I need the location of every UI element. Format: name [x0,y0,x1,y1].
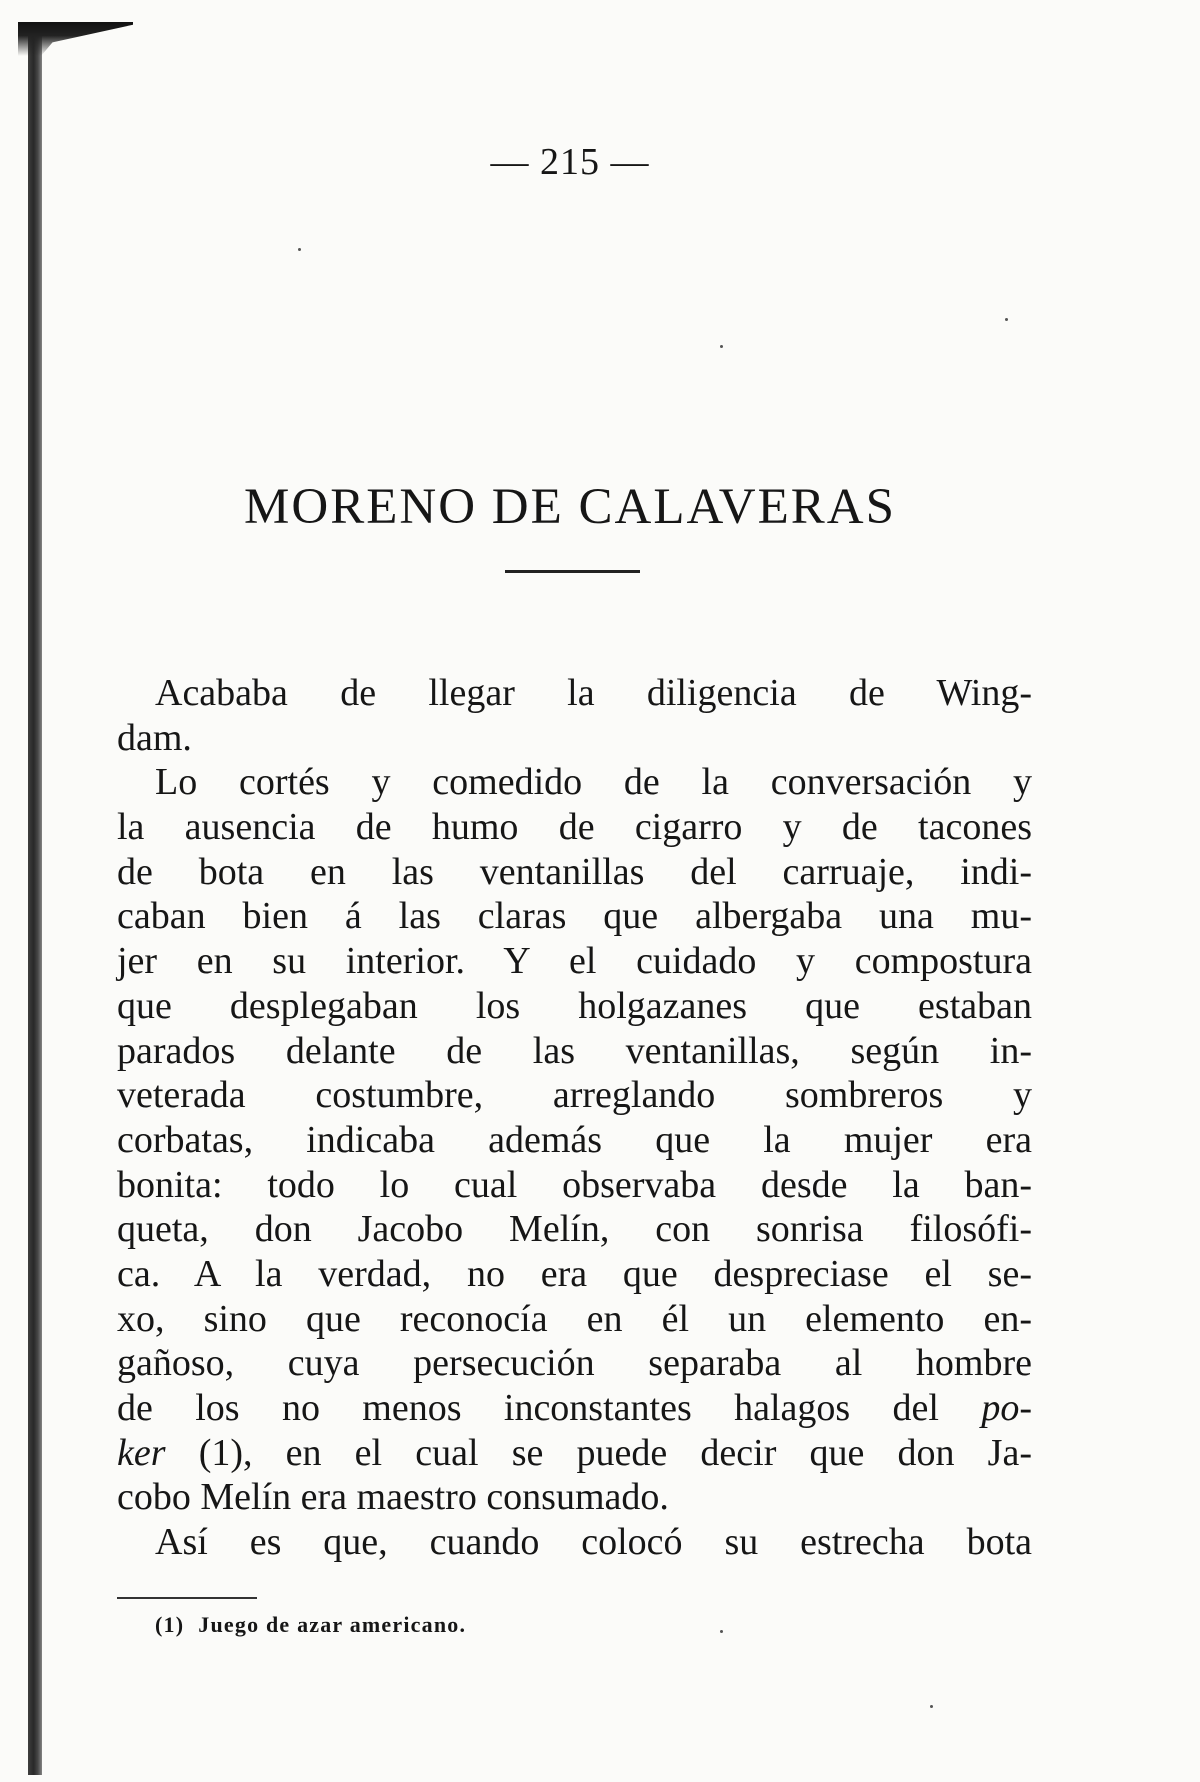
text-line-with-italic [117,1431,1032,1476]
text-line-with-italic [117,1386,1032,1431]
text-line: parados delante de las ventanillas, según in- [117,1029,1032,1072]
text-line: veterada costumbre, arreglando sombreros y [117,1074,1032,1117]
text-line: gañoso, cuya persecución separaba al hombre [117,1342,1032,1385]
book-spine-edge [28,30,42,1775]
text-line: dam. [117,716,192,759]
text-line: caban bien á las claras que albergaba una mu- [117,895,1032,938]
paper-speck [1005,318,1008,321]
body-text [117,671,1032,1565]
text-line: bonita: todo lo cual observaba desde la ban- [117,1163,1032,1206]
text-line: cobo Melín era maestro consumado. [117,1476,669,1519]
footnote-divider [117,1597,257,1599]
text-line: (1), en el cual se puede decir que don Ja- [165,1431,1032,1474]
text-line: que desplegaban los holgazanes que estaban [117,984,1032,1027]
chapter-title: MORENO DE CALAVERAS [244,479,896,535]
italic-word: ker [117,1431,166,1474]
text-line: corbatas, indicaba además que la mujer era [117,1118,1032,1161]
footnote [155,1612,466,1638]
text-line: de bota en las ventanillas del carruaje, indi- [117,850,1032,893]
text-line: la ausencia de humo de cigarro y de tacones [117,806,1032,849]
footnote-text: Juego de azar americano. [198,1612,467,1637]
text-line: Acababa de llegar la diligencia de Wing- [155,672,1032,714]
book-spine-top [18,22,133,56]
paper-speck [720,345,723,348]
text-line: ca. A la verdad, no era que despreciase el se- [117,1252,1032,1295]
footnote-ref: (1) [155,1612,185,1637]
italic-word: po- [981,1387,1033,1429]
text-line: xo, sino que reconocía en él un elemento en- [117,1297,1032,1340]
paper-speck [298,248,301,251]
text-line: Lo cortés y comedido de la conversación y [155,761,1032,804]
page-number: — 215 — [490,141,650,183]
paper-speck [930,1705,933,1708]
title-divider [505,570,640,573]
paper-speck [720,1630,723,1633]
text-line: Así es que, cuando colocó su estrecha bota [155,1521,1032,1564]
text-line: queta, don Jacobo Melín, con sonrisa filosófi- [117,1208,1032,1251]
text-line: de los no menos inconstantes halagos del [117,1387,939,1429]
text-line: jer en su interior. Y el cuidado y compostura [117,940,1032,983]
